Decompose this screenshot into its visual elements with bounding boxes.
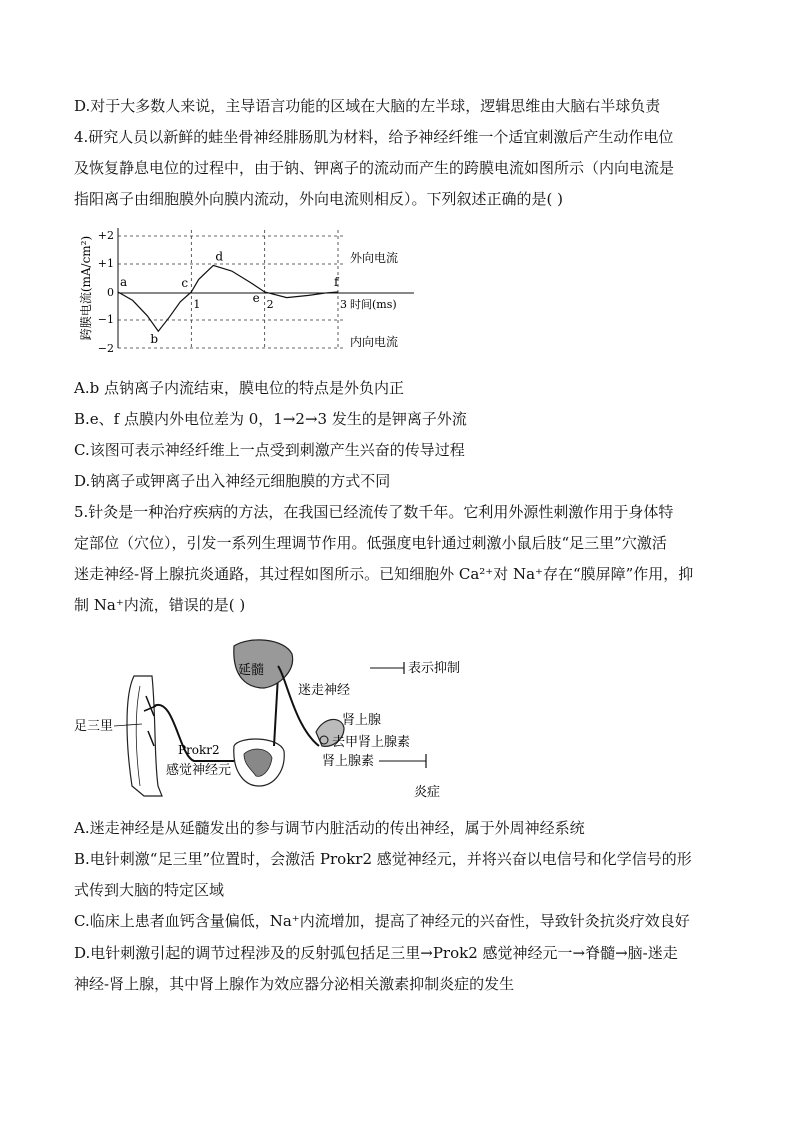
q4-option-c[interactable]: C.该图可表示神经纤维上一点受到刺激产生兴奋的传导过程 [74, 441, 465, 459]
q4-stem-line-2: 及恢复静息电位的过程中，由于钠、钾离子的流动而产生的跨膜电流如图所示（内向电流是 [74, 159, 675, 177]
leg-inner [136, 686, 140, 786]
tick-y-plus2: +2 [97, 229, 114, 242]
q5-option-a[interactable]: A.迷走神经是从延髓发出的参与调节内脏活动的传出神经，属于外周神经系统 [74, 819, 585, 837]
q5-stem-line-2: 定部位（穴位），引发一系列生理调节作用。低强度电针通过刺激小鼠后肢“足三里”穴激活 [74, 534, 667, 552]
y-axis-label: 跨膜电流(mA/cm²) [79, 235, 93, 341]
tick-y-minus1: −1 [97, 313, 114, 326]
zusanli-label: 足三里 [74, 719, 114, 734]
adrenaline-label: 肾上腺素 [322, 754, 375, 769]
zusanli-pointer [114, 724, 142, 726]
legend-inhibit-label: 表示抑制 [408, 661, 461, 676]
q5-option-d-line-1[interactable]: D.电针刺激引起的调节过程涉及的反射弧包括足三里→Prok2 感觉神经元一→脊髓→脑-迷走 [74, 944, 678, 962]
adrenal-label: 肾上腺 [342, 713, 382, 728]
current-curve [118, 265, 338, 331]
chart-grid [118, 230, 346, 348]
tick-x-3: 3 [340, 298, 347, 311]
tick-x-2: 2 [266, 298, 274, 311]
point-label-c: c [181, 276, 189, 290]
point-label-e: e [252, 291, 260, 305]
point-label-d: d [215, 249, 224, 264]
q5-option-d-line-2: 神经-肾上腺，其中肾上腺作为效应器分泌相关激素抑制炎症的发生 [74, 975, 515, 993]
medulla-label: 延髓 [238, 663, 265, 678]
q4-option-b[interactable]: B.e、f 点膜内外电位差为 0，1→2→3 发生的是钾离子外流 [74, 410, 467, 428]
point-label-f: f [334, 275, 339, 289]
q5-option-b-line-2: 式传到大脑的特定区域 [74, 881, 225, 899]
prokr2-label: Prokr2 [178, 743, 220, 757]
tick-y-minus2: −2 [97, 342, 114, 355]
x-tick-labels [193, 298, 347, 311]
q3-option-d: D.对于大多数人来说，主导语言功能的区域在大脑的左半球，逻辑思维由大脑右半球负责 [74, 97, 661, 115]
q5-stem-line-1: 5.针灸是一种治疗疾病的方法，在我国已经流传了数千年。它利用外源性刺激作用于身体特 [74, 503, 674, 521]
point-label-a: a [120, 275, 128, 289]
tick-x-1: 1 [193, 298, 201, 311]
q4-option-a[interactable]: A.b 点钠离子内流结束，膜电位的特点是外负内正 [74, 379, 404, 397]
sensory-neuron-label: 感觉神经元 [166, 763, 232, 778]
x-axis-label: 时间(ms) [350, 298, 397, 311]
membrane-current-chart [74, 222, 434, 362]
tick-y-plus1: +1 [97, 257, 114, 270]
tick-y-0: 0 [107, 286, 114, 299]
vagus-nerve [278, 666, 319, 746]
q5-option-b-line-1[interactable]: B.电针刺激“足三里”位置时，会激活 Prokr2 感觉神经元，并将兴奋以电信号和化学信号的形 [74, 850, 692, 868]
acupuncture-pathway-diagram [74, 636, 494, 806]
q4-stem-line-3: 指阳离子由细胞膜外向膜内流动，外向电流则相反）。下列叙述正确的是( ) [74, 190, 563, 208]
outward-current-label: 外向电流 [350, 251, 399, 265]
leg-outline [127, 676, 162, 796]
inward-current-label: 内向电流 [350, 335, 399, 349]
q4-stem-line-1: 4.研究人员以新鲜的蛙坐骨神经腓肠肌为材料，给予神经纤维一个适宜刺激后产生动作电位 [74, 128, 674, 146]
vagus-label: 迷走神经 [298, 683, 351, 698]
q5-stem-line-4: 制 Na⁺内流，错误的是( ) [74, 596, 246, 614]
spinal-to-brain-nerve [274, 676, 278, 746]
q5-option-c[interactable]: C.临床上患者血钙含量偏低，Na⁺内流增加，提高了神经元的兴奋性，导致针灸抗炎疗效良好 [74, 912, 690, 930]
q4-option-d[interactable]: D.钠离子或钾离子出入神经元细胞膜的方式不同 [74, 472, 391, 490]
inflammation-label: 炎症 [414, 785, 441, 800]
noradrenaline-label: 去甲肾上腺素 [332, 735, 411, 750]
q5-stem-line-3: 迷走神经-肾上腺抗炎通路，其过程如图所示。已知细胞外 Ca²⁺对 Na⁺存在“膜屏障”作用，抑 [74, 565, 694, 583]
point-label-b: b [150, 332, 159, 347]
